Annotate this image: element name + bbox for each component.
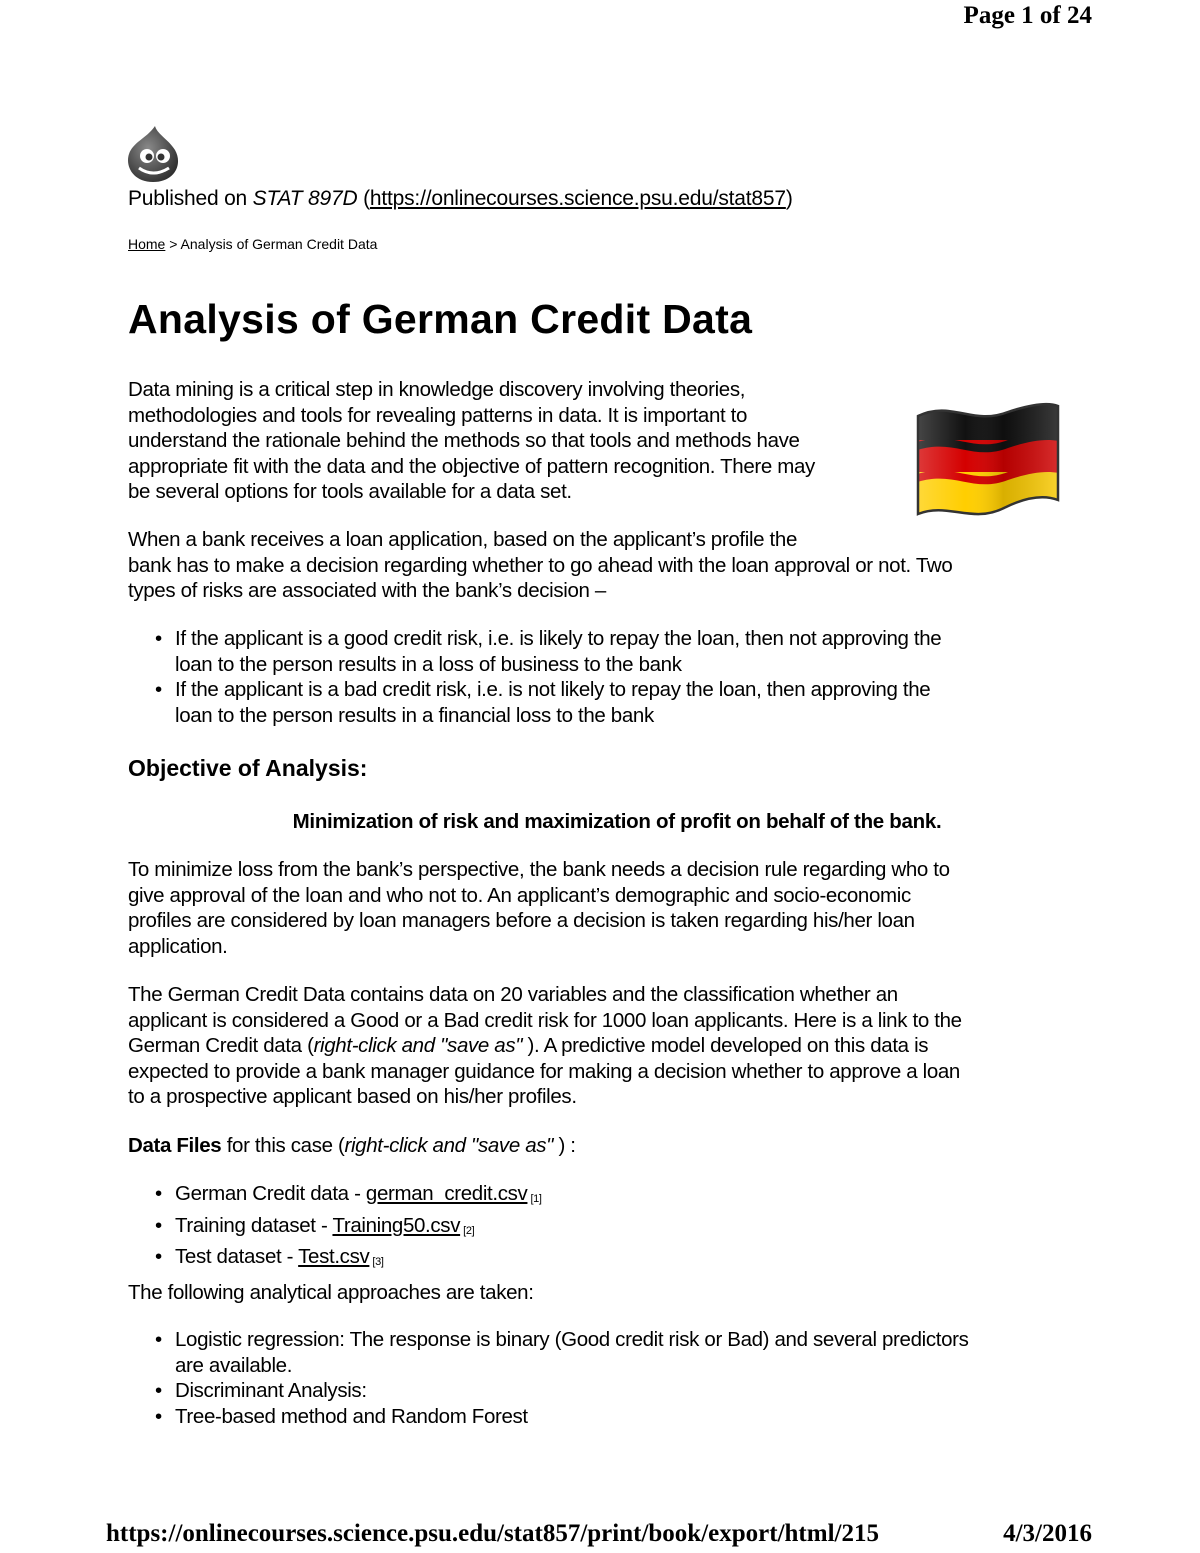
- germany-flag-icon: [912, 398, 1064, 526]
- bank-paragraph: [128, 527, 952, 604]
- bullet: •: [155, 1213, 162, 1237]
- footnote-ref: [3]: [372, 1256, 384, 1268]
- text-segment: ). A predictive model developed on this data is: [522, 1034, 929, 1057]
- text-line: types of risks are associated with the bank’s decision –: [128, 579, 606, 602]
- text-line: To minimize loss from the bank’s perspective, the bank needs a decision rule regarding who to: [128, 858, 950, 881]
- save-as-hint: right-click and "save as": [313, 1034, 523, 1057]
- text-line: applicant is considered a Good or a Bad credit risk for 1000 loan applicants. Here is a link to the: [128, 1008, 962, 1032]
- text-line: Logistic regression: The response is binary (Good credit risk or Bad) and several predictors: [175, 1328, 969, 1351]
- text-line: Tree-based method and Random Forest: [175, 1404, 528, 1428]
- drupal-drop-logo-icon: [125, 124, 181, 184]
- text-line: application.: [128, 934, 228, 958]
- site-url-link[interactable]: https://onlinecourses.science.psu.edu/stat857: [369, 187, 786, 210]
- footnote-ref: [2]: [463, 1224, 475, 1237]
- text-line: loan to the person results in a financial loss to the bank: [175, 703, 654, 727]
- footer-date: 4/3/2016: [1003, 1520, 1092, 1547]
- text-line: profiles are considered by loan managers before a decision is taken regarding his/her loan: [128, 909, 915, 932]
- objective-statement: Minimization of risk and maximization of profit on behalf of the bank.: [292, 810, 942, 833]
- footnote-ref: [1]: [530, 1193, 542, 1205]
- paren-open: (: [357, 187, 370, 210]
- text-line: If the applicant is a good credit risk, i.e. is likely to repay the loan, then not approving the: [175, 627, 942, 650]
- text-line: The German Credit Data contains data on 20 variables and the classification whether an: [128, 983, 898, 1006]
- german-data-paragraph: [128, 982, 962, 1110]
- bullet: •: [155, 1404, 162, 1428]
- risk-list: [128, 626, 941, 728]
- list-item: [128, 1181, 542, 1213]
- text-line: [128, 1033, 962, 1059]
- text-line: be several options for tools available for a data set.: [128, 480, 572, 503]
- list-item: [128, 1378, 969, 1404]
- data-files-line: [128, 1133, 576, 1159]
- save-as-hint: right-click and "save as": [344, 1134, 554, 1157]
- text-line: When a bank receives a loan application, based on the applicant’s profile the: [128, 528, 797, 551]
- file-label: German Credit data -: [175, 1182, 366, 1205]
- bullet: •: [155, 1328, 162, 1351]
- text-line: give approval of the loan and who not to. An applicant’s demographic and socio-economic: [128, 883, 911, 907]
- text-line: appropriate fit with the data and the objective of pattern recognition. There may: [128, 454, 815, 478]
- text-line: bank has to make a decision regarding whether to go ahead with the loan approval or not. Two: [128, 553, 953, 577]
- list-item: [128, 1327, 969, 1378]
- bullet: •: [155, 1182, 162, 1205]
- published-prefix: Published on: [128, 187, 253, 210]
- training50-csv-link[interactable]: Training50.csv: [332, 1213, 461, 1237]
- text-line: are available.: [175, 1353, 293, 1377]
- test-csv-link[interactable]: Test.csv: [298, 1245, 370, 1268]
- bullet: •: [155, 1245, 162, 1268]
- breadcrumb-separator: >: [165, 236, 181, 252]
- text-line: understand the rationale behind the methods so that tools and methods have: [128, 429, 800, 452]
- intro-paragraph: [128, 377, 815, 505]
- page-title: Analysis of German Credit Data: [128, 296, 753, 342]
- approaches-list: [128, 1327, 969, 1429]
- list-item: [128, 626, 941, 677]
- text-segment: German Credit data (: [128, 1034, 314, 1057]
- breadcrumb-current: Analysis of German Credit Data: [180, 236, 378, 252]
- page-number: Page 1 of 24: [963, 2, 1092, 29]
- objective-heading: Objective of Analysis:: [128, 755, 368, 781]
- text-line: expected to provide a bank manager guidance for making a decision whether to approve a loan: [128, 1059, 960, 1083]
- data-files-list: [128, 1181, 542, 1276]
- list-item: [128, 677, 941, 728]
- text-line: loan to the person results in a loss of business to the bank: [175, 652, 682, 676]
- breadcrumb-home-link[interactable]: Home: [128, 236, 166, 252]
- paren-close: ): [785, 187, 793, 210]
- approaches-intro: The following analytical approaches are taken:: [128, 1281, 534, 1304]
- list-item: [128, 1404, 969, 1430]
- text-line: If the applicant is a bad credit risk, i.e. is not likely to repay the loan, then approving the: [175, 678, 931, 701]
- footer-url: https://onlinecourses.science.psu.edu/stat857/print/book/export/html/215: [106, 1520, 879, 1547]
- text-line: methodologies and tools for revealing patterns in data. It is important to: [128, 403, 748, 427]
- text-line: Data mining is a critical step in knowledge discovery involving theories,: [128, 378, 746, 401]
- site-name: STAT 897D: [252, 187, 358, 210]
- minimize-paragraph: [128, 857, 950, 959]
- text-segment: for this case (: [221, 1134, 345, 1157]
- breadcrumb: [128, 236, 377, 252]
- bullet: •: [155, 627, 162, 650]
- text-line: Discriminant Analysis:: [175, 1379, 367, 1402]
- data-files-label: Data Files: [128, 1134, 222, 1157]
- published-line: [128, 187, 793, 211]
- bullet: •: [155, 1379, 162, 1402]
- text-segment: ) :: [553, 1134, 576, 1157]
- file-label: Training dataset -: [175, 1213, 333, 1237]
- list-item: [128, 1244, 542, 1276]
- text-line: to a prospective applicant based on his/her profiles.: [128, 1085, 577, 1108]
- bullet: •: [155, 678, 162, 701]
- list-item: [128, 1213, 542, 1245]
- german-credit-csv-link[interactable]: german_credit.csv: [365, 1182, 528, 1205]
- file-label: Test dataset -: [175, 1245, 299, 1268]
